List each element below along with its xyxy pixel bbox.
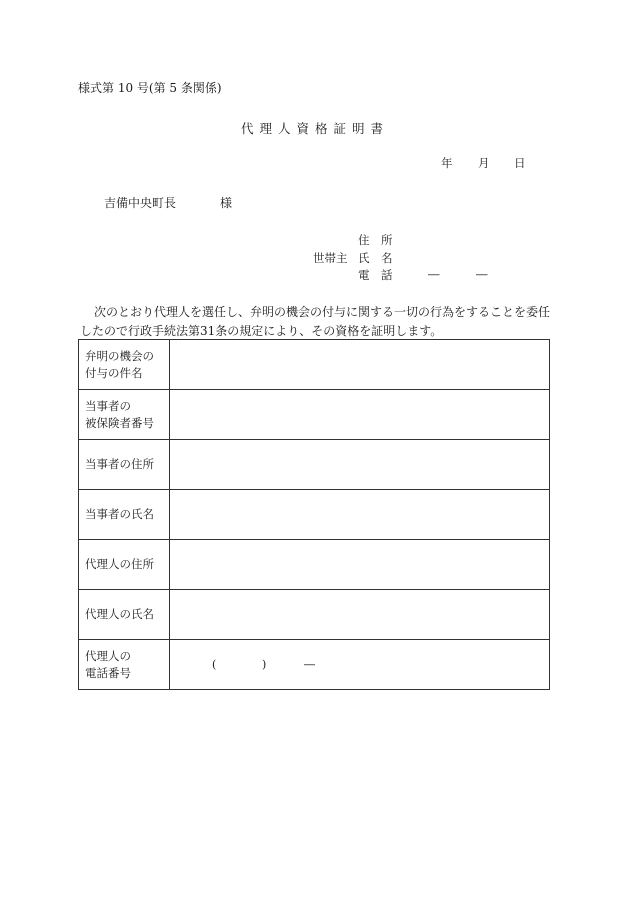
label-line: 被保険者番号 (85, 415, 154, 430)
table-row (79, 390, 550, 440)
form-number: 様式第 10 号(第 5 条関係) (78, 81, 222, 95)
row-label-subject (79, 340, 170, 390)
addressee-honorific: 様 (220, 196, 233, 210)
date-day-label: 日 (514, 156, 526, 170)
agent-phone-value-cell[interactable] (170, 640, 550, 690)
statement-line-1: 次のとおり代理人を選任し、弁明の機会の付与に関する一切の行為をすることを委任 (94, 305, 551, 319)
table-row (79, 490, 550, 540)
party-name-value-cell[interactable] (170, 490, 550, 540)
applicant-address-label: 住 所 (358, 233, 393, 247)
date-year-label: 年 (441, 156, 453, 170)
row-label-party-name: 当事者の氏名 (79, 490, 170, 540)
label-line: 当事者の (85, 398, 131, 413)
agent-address-value-cell[interactable] (170, 540, 550, 590)
table-row (79, 340, 550, 390)
table-row (79, 540, 550, 590)
label-line: 代理人の (85, 648, 131, 663)
certificate-table (78, 339, 550, 690)
applicant-phone-label: 電 話 (358, 268, 393, 282)
applicant-name-label: 氏 名 (358, 251, 393, 265)
phone-open-paren: ( (212, 657, 217, 671)
party-address-value-cell[interactable] (170, 440, 550, 490)
statement-line-2: したので行政手続法第31条の規定により、その資格を証明します。 (80, 324, 443, 338)
row-label-insured-number (79, 390, 170, 440)
label-line: 電話番号 (85, 665, 131, 680)
row-label-agent-address: 代理人の住所 (79, 540, 170, 590)
phone-close-paren: ) (262, 657, 267, 671)
table-row (79, 640, 550, 690)
label-line: 弁明の機会の (85, 348, 154, 363)
delegation-statement (80, 303, 560, 341)
subject-value-cell[interactable] (170, 340, 550, 390)
document-title: 代理人資格証明書 (240, 121, 389, 136)
date-month-label: 月 (478, 156, 490, 170)
table-row (79, 440, 550, 490)
addressee-name: 吉備中央町長 (104, 196, 177, 210)
applicant-phone-dash-2: ― (476, 267, 488, 281)
applicant-phone-dash-1: ― (428, 267, 440, 281)
agent-name-value-cell[interactable] (170, 590, 550, 640)
householder-label: 世帯主 (313, 251, 348, 265)
insured-number-value-cell[interactable] (170, 390, 550, 440)
label-line: 付与の件名 (85, 365, 143, 380)
table-row (79, 590, 550, 640)
phone-dash: ― (304, 657, 315, 671)
row-label-agent-name: 代理人の氏名 (79, 590, 170, 640)
row-label-party-address: 当事者の住所 (79, 440, 170, 490)
row-label-agent-phone (79, 640, 170, 690)
